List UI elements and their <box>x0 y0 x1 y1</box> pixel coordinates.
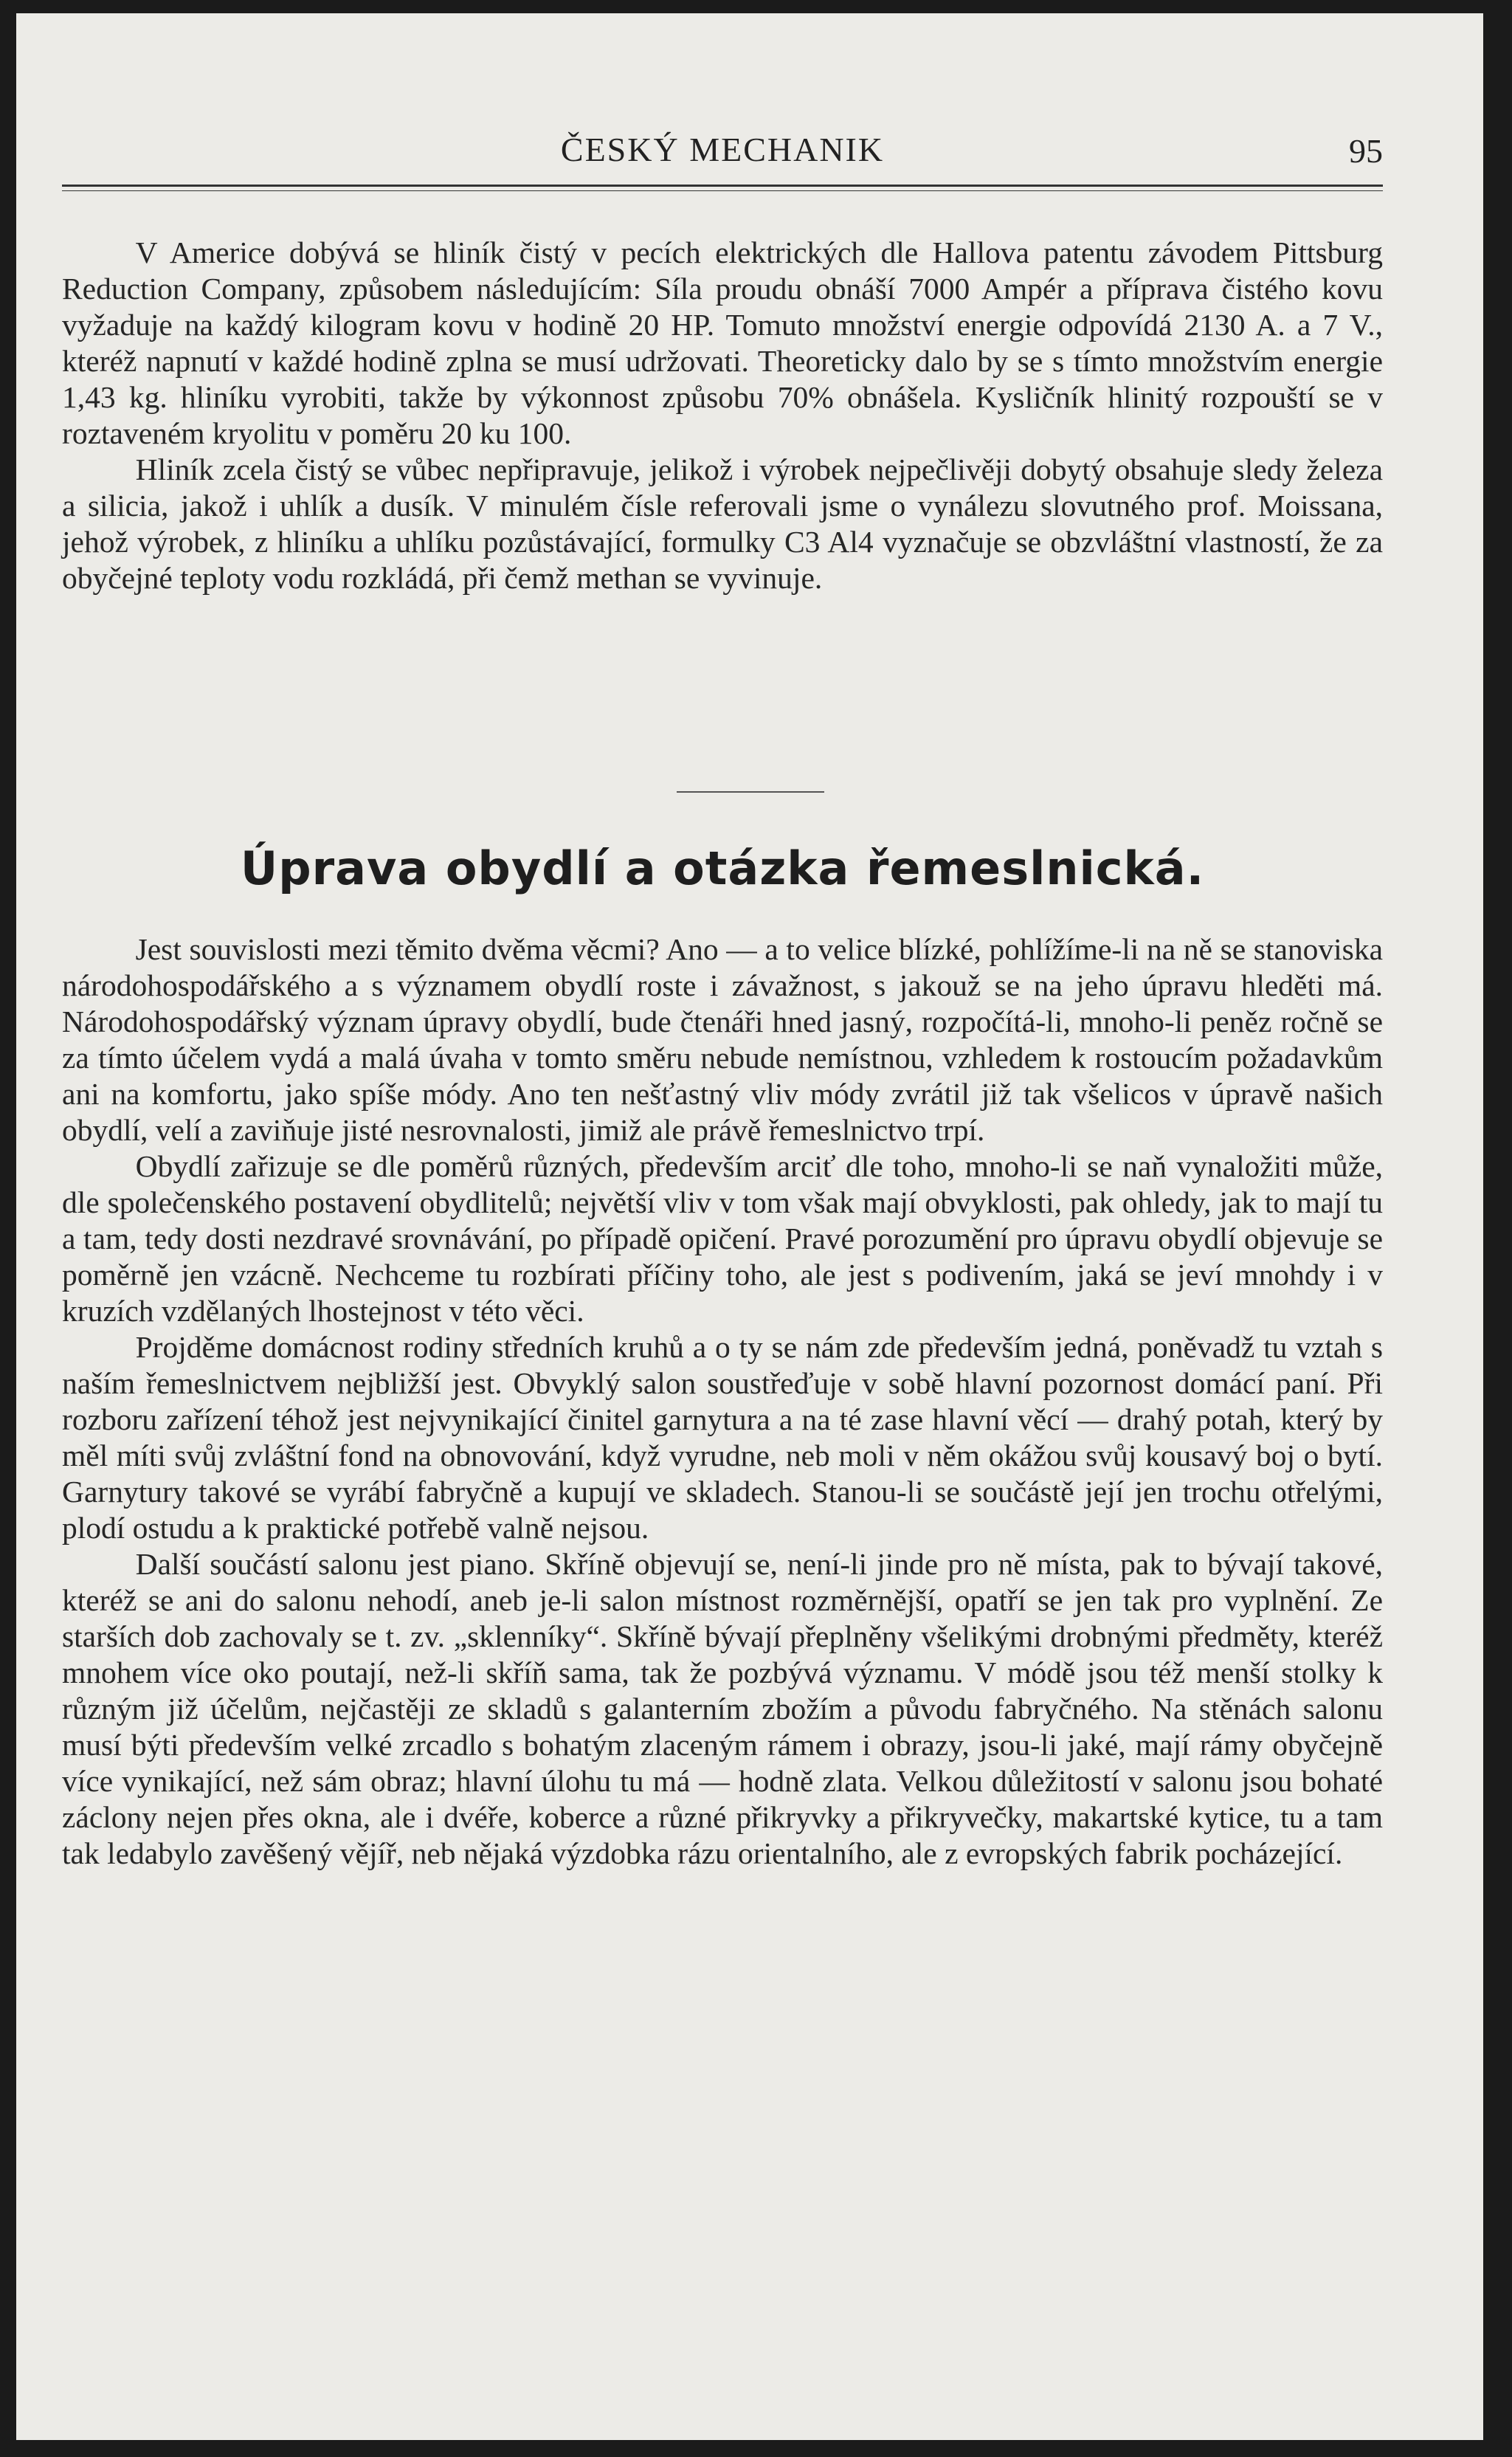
paragraph: Obydlí zařizuje se dle poměrů různých, především arciť dle toho, mnoho-li se naň vynaložiti může, dle společenského postavení obydlitelů; největší vliv v tom však mají obvyklosti, pak ohledy, jak to mají tu a tam, tedy dosti nezdravé srovnávání, po případě opičení. Pravé porozumění pro úpravu obydlí objevuje se poměrně jen vzácně. Nechceme tu rozbírati příčiny toho, ale jest s podivením, jaká se jeví mnohdy i v kruzích vzdělaných lhostejnost v této věci. <box>62 1149 1383 1328</box>
article-dwelling <box>62 931 1383 1872</box>
running-title: ČESKÝ MECHANIK <box>560 131 885 168</box>
scanned-page <box>16 13 1483 2440</box>
article-aluminium <box>62 235 1383 596</box>
paragraph: Projděme domácnost rodiny středních kruhů a o ty se nám zde především jedná, poněvadž tu vztah s naším řemeslnictvem nejbližší jest. Obvyklý salon soustřeďuje v sobě hlavní pozornost domácí paní. Při rozboru zařízení téhož jest nejvynikající činitel garnytura a na té zase hlavní věcí — drahý potah, který by měl míti svůj zvláštní fond na obnovování, když vyrudne, neb moli v něm okážou svůj kousavý boj o bytí. Garnytury takové se vyrábí fabryčně a kupují ve skladech. Stanou-li se součástě její jen trochu otřelými, plodí ostudu a k praktické potřebě valně nejsou. <box>62 1330 1383 1545</box>
section-separator <box>677 791 824 793</box>
header-rule-thin <box>62 190 1383 191</box>
page-header <box>62 130 1383 182</box>
section-title: Úprava obydlí a otázka řemeslnická. <box>240 841 1205 895</box>
paragraph: Hliník zcela čistý se vůbec nepřipravuje, jelikož i výrobek nejpečlivěji dobytý obsahuje sledy železa a silicia, jakož i uhlík a dusík. V minulém čísle referovali jsme o vynálezu slovutného prof. Moissana, jehož výrobek, z hliníku a uhlíku pozůstávající, formulky C3 Al4 vyznačuje se obzvláštní vlastností, že za obyčejné teploty vodu rozkládá, při čemž methan se vyvinuje. <box>62 452 1383 595</box>
paragraph: V Americe dobývá se hliník čistý v pecích elektrických dle Hallova patentu závodem Pittsburg Reduction Company, způsobem následujícím: Síla proudu obnáší 7000 Ampér a příprava čistého kovu vyžaduje na každý kilogram kovu v hodině 20 HP. Tomuto množství energie odpovídá 2130 A. a 7 V., kteréž napnutí v každé hodině zplna se musí udržovati. Theoreticky dalo by se s tímto množstvím energie 1,43 kg. hliníku vyrobiti, takže by výkonnost způsobu 70% obnášela. Kysličník hlinitý rozpouští se v roztaveném kryolitu v poměru 20 ku 100. <box>62 235 1383 450</box>
paragraph: Další součástí salonu jest piano. Skříně objevují se, není-li jinde pro ně místa, pak to bývají takové, kteréž se ani do salonu nehodí, aneb je-li salon místnost rozměrnější, opatří se jen tak pro vyplnění. Ze starších dob zachovaly se t. zv. „sklenníky“. Skříně bývají přeplněny všelikými drobnými předměty, kteréž mnohem více oko poutají, než-li skříň sama, tak že pozbývá významu. V módě jsou též menší stolky k různým již účelům, nejčastěji ze skladů s galanterním zbožím a původu fabryčného. Na stěnách salonu musí býti především velké zrcadlo s bohatým zlaceným rámem i obrazy, jsou-li jaké, mají rámy obyčejně více vynikající, než sám obraz; hlavní úlohu tu má — hodně zlata. Velkou důležitostí v salonu jsou bohaté záclony nejen přes okna, ale i dvéře, koberce a různé přikryvky a přikryvečky, makartské kytice, tu a tam tak ledabylo zavěšený vějíř, neb nějaká výzdobka rázu orientalního, ale z evropských fabrik pocházející. <box>62 1547 1383 1870</box>
header-rule-thick <box>62 185 1383 187</box>
paragraph: Jest souvislosti mezi těmito dvěma věcmi? Ano — a to velice blízké, pohlížíme-li na ně se stanoviska národohospodářského a s významem obydlí roste i závažnost, s jakouž se na jeho úpravu hleděti má. Národohospodářský význam úpravy obydlí, bude čtenáři hned jasný, rozpočítá-li, mnoho-li peněz ročně se za tímto účelem vydá a malá úvaha v tomto směru nebude nemístnou, vzhledem k rostoucím požadavkům ani na komfortu, jako spíše módy. Ano ten nešťastný vliv módy zvrátil již tak všelicos v úpravě našich obydlí, velí a zaviňuje jisté nesrovnalosti, jimiž ale právě řemeslnictvo trpí. <box>62 932 1383 1147</box>
page-number: 95 <box>1349 132 1383 170</box>
